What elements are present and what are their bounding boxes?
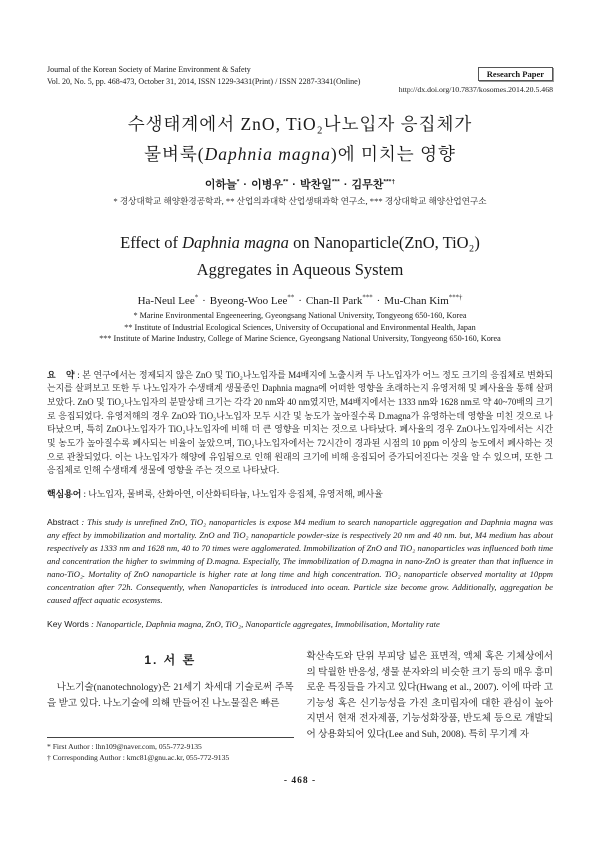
author-kr (351, 179, 395, 191)
author-mark: ** (282, 178, 289, 186)
page-number: - 468 - (283, 776, 317, 786)
author-kr (251, 179, 288, 191)
title-korean-line2-post: )에 미치는 영향 (330, 144, 456, 164)
title-english-line1 (47, 229, 553, 256)
author-mark: ***† (448, 294, 463, 302)
authors-english (47, 295, 553, 307)
author-name: 이병우 (251, 179, 283, 191)
affiliations-english (47, 310, 553, 345)
author-mark: *** (362, 294, 373, 302)
abstract-korean-text: : 본 연구에서는 정제되지 않은 ZnO 및 TiO₂나노입자를 M4배지에 노출시켜 두 나노입자가 어느 정도 크기의 응집체로 변화되는지를 살펴보고 또한 두 나노입자가 수생태계 생물종인 Daphnia magna에 어떠한 영향을 초래하는지 유영저해 및 폐사율을 통해 살펴보았다. ZnO 및 TiO₂나노입자의 분말상태 크기는 각각 20 nm와 40 nm였지만, M4배지에서는 1333 nm와 1628 nm로 약 40~70배의 크기로 응집되었다. 유영저해의 경우 ZnO와 TiO₂나노입자 모두 시간 및 농도가 높아질수록 D.magna가 유영하는데 영향을 미친 것으로 나타났으며, 특히 ZnO나노입자가 TiO₂나노입자에 비해 더 큰 영향을 미치는 것으로 나타났다. 폐사율의 경우 ZnO나노입자에서는 시간 및 농도가 높아질수록 폐사되는 비율이 높았으며, TiO₂나노입자에서는 72시간이 경과된 시점의 10 ppm 이상의 농도에서 폐사하는 것으로 관찰되었다. 이는 나노입자가 해양에 유입됨으로 인해 원래의 크기에 비해 응집되어 증가되어진다는 것을 알 수 있으며, 또한 그 응집체로 인해 수생태계 생물에 영향을 주는 것으로 나타났다. (47, 369, 553, 476)
title-english-line1-post: on Nanoparticle(ZnO, TiO₂) (288, 233, 480, 252)
affiliation-korean: * 경상대학교 해양환경공학과, ** 산업의과대학 산업생태과학 연구소, *** 경상대학교 해양산업연구소 (113, 196, 487, 206)
header-right (399, 64, 553, 95)
author-name: 박찬일 (299, 179, 332, 191)
abstract-english-label: Abstract (47, 517, 79, 528)
authors-korean (47, 176, 553, 192)
first-author-footnote: * First Author : lhn109@naver.com, 055-772-9135 (47, 742, 202, 752)
title-english-line1-pre: Effect of (120, 233, 183, 252)
journal-issue-info: Vol. 20, No. 5, pp. 468-473, October 31, 2014, ISSN 1229-3431(Print) / ISSN 2287-3341(Online) (47, 77, 361, 86)
author-name: Byeong-Woo Lee (209, 295, 288, 307)
author-name: 이하늘 (204, 179, 237, 191)
keywords-english-label: Key Words (47, 619, 89, 630)
author-kr (205, 179, 240, 191)
keywords-korean-text: : 나노입자, 물벼룩, 산화아연, 이산화티타늄, 나노입자 응집체, 유영저해, 폐사율 (81, 489, 383, 500)
section-heading-introduction: 1. 서 론 (144, 653, 197, 668)
author-separator: · (202, 295, 206, 307)
author-name: 김무찬 (351, 179, 384, 191)
title-korean-line2-pre: 물벼룩( (144, 144, 205, 164)
page-header (47, 64, 553, 95)
abstract-english-text: : This study is unrefined ZnO, TiO₂ nanoparticles is expose M4 medium to search nanoparticle aggregation and Daphnia magna was any effect by immobilization and mortality. ZnO and TiO₂ nanoparticle powder-size is respectively 20 nm and 40 nm. but, M4 medium has about respectively as 1333 nm and 1628 nm, 40 to 70 times were agglomerated. Immobilization of ZnO and TiO₂ nanoparticles was influenced both time and concentration the higher to swimming of D.magna. Especially, The immobilization of D.magna in nano-ZnO is greater than that influence in nano-TiO₂. Mortality of ZnO nanoparticle is higher rate at long time and high concentration. TiO₂ nanoparticle observed mortality at 10ppm concentration after 72h. Consequently, when Nanoparticles is introduced into ocean. Particle size become grow. Additionally, aggregation be caused affect aquatic ecosystems. (47, 517, 553, 606)
author-name: Mu-Chan Kim (384, 295, 449, 307)
affiliation-english-3: *** Institute of Marine Industry, College of Marine Science, Gyeongsang National University, Tongyeong 650-160, Korea (99, 334, 501, 343)
title-korean-line1: 수생태계에서 ZnO, TiO₂나노입자 응집체가 (127, 114, 473, 134)
left-column (47, 649, 294, 763)
abstract-english (47, 516, 553, 607)
title-english-line2: Aggregates in Aqueous System (196, 260, 404, 279)
abstract-korean-label: 요 약 (47, 369, 75, 380)
author-separator: · (376, 295, 381, 307)
keywords-korean (47, 487, 553, 500)
abstract-korean (47, 369, 553, 479)
author-kr (300, 179, 340, 191)
doi-text: http://dx.doi.org/10.7837/kosomes.2014.20.5.468 (398, 85, 553, 94)
author-separator: · (298, 295, 302, 307)
research-paper-badge: Research Paper (478, 67, 553, 81)
title-english (47, 229, 553, 283)
corresponding-author-footnote: † Corresponding Author : kmc81@gnu.ac.kr, 055-772-9135 (47, 753, 230, 763)
affiliation-english-1: * Marine Environmental Engeeneering, Gyeongsang National University, Tongyeong 650-160, Korea (133, 311, 467, 320)
intro-paragraph-left: 나노기술(nanotechnology)은 21세기 차세대 기술로써 주목을 받고 있다. 나노기술에 의해 만들어진 나노물질은 빠른 (47, 682, 294, 709)
keywords-english (47, 619, 553, 629)
journal-title: Journal of the Korean Society of Marine Environment & Safety (47, 65, 251, 74)
author-en (384, 295, 462, 307)
keywords-korean-label: 핵심용어 (47, 489, 82, 500)
author-mark: ***† (383, 178, 396, 186)
body-columns (47, 649, 553, 763)
species-name-italic: Daphnia magna (204, 144, 331, 164)
author-mark: *** (331, 178, 340, 186)
intro-paragraph-right: 확산속도와 단위 부피당 넓은 표면적, 액체 혹은 기체상에서의 탁월한 반응성, 생물 분자와의 비슷한 크기 등의 매우 흥미로운 특징들을 가지고 있다(Hwang et al., 2007). 이에 따라 고기능성 혹은 신기능성을 가진 초미립자에 대한 관심이 높아지면서 현재 전자제품, 기능성화장품, 반도체 등으로 개발되어 상용화되어 있다(Lee and Suh, 2008). 특히 무기계 자 (306, 651, 553, 740)
author-mark: * (194, 294, 199, 302)
author-separator: · (292, 179, 296, 191)
keywords-english-text: : Nanoparticle, Daphnia magna, ZnO, TiO₂, Nanoparticle aggregates, Immobilisation, Mortality rate (88, 619, 440, 630)
author-en (138, 295, 199, 307)
author-en (306, 295, 373, 307)
author-separator: · (343, 179, 348, 191)
title-korean (47, 109, 553, 169)
author-separator: · (243, 179, 248, 191)
author-mark: ** (287, 294, 295, 302)
author-footnotes (47, 737, 294, 763)
author-mark: * (236, 178, 240, 186)
journal-info (47, 64, 360, 88)
author-name: Ha-Neul Lee (137, 295, 195, 307)
title-korean-line2 (47, 139, 553, 169)
affiliation-english-2: ** Institute of Industrial Ecological Sciences, University of Occupational and Environmental Health, Japan (124, 322, 476, 332)
author-name: Chan-Il Park (305, 295, 363, 307)
right-column (307, 649, 554, 763)
author-en (210, 295, 294, 307)
species-name-italic: Daphnia magna (182, 233, 289, 252)
